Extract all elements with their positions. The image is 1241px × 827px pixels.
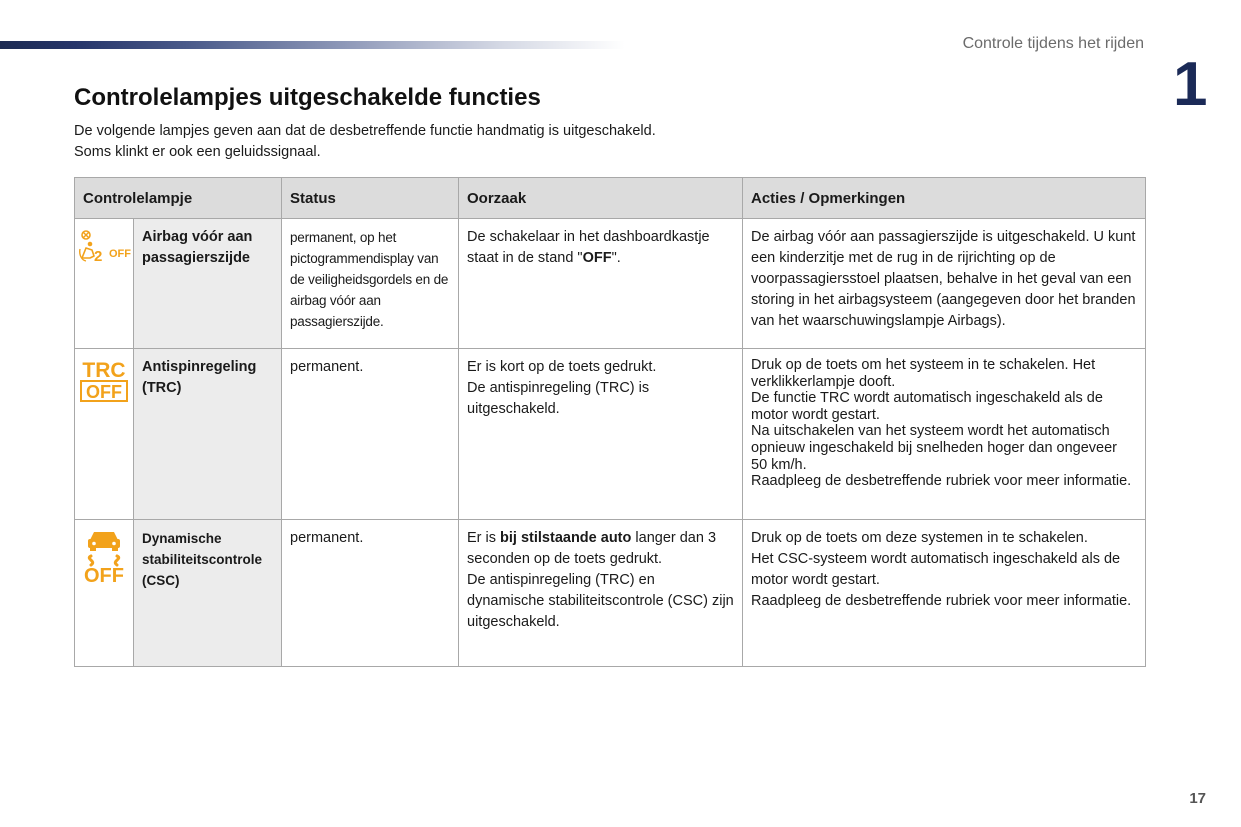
cause-text: ".	[611, 250, 621, 266]
action-line: Druk op de toets om het systeem in te schakelen. Het verklikkerlampje dooft.	[751, 357, 1096, 390]
action-line: Raadpleeg de desbetreffende rubriek voor meer informatie.	[751, 593, 1132, 609]
action-line: Druk op de toets om deze systemen in te schakelen.	[751, 530, 1088, 546]
airbag-icon-off-label: OFF	[109, 248, 131, 260]
column-header-actions: Acties / Opmerkingen	[743, 178, 1146, 219]
lamp-actions	[743, 520, 1146, 667]
cause-line: Er is kort op de toets gedrukt.	[467, 359, 657, 375]
table-row	[75, 219, 1146, 349]
table-header-row	[75, 178, 1146, 219]
lamp-actions	[743, 349, 1146, 520]
cause-bold: OFF	[582, 250, 612, 266]
cause-text: De schakelaar in het dashboardkastje staat in de stand "	[467, 229, 710, 266]
column-header-lamp: Controlelampje	[75, 178, 282, 219]
lamp-cause	[459, 219, 743, 349]
section-title: Controle tijdens het rijden	[962, 35, 1144, 52]
cause-text: Er is	[467, 530, 501, 546]
lamp-status: permanent.	[282, 520, 459, 667]
lamp-cause	[459, 349, 743, 520]
action-line: Raadpleeg de desbetreffende rubriek voor meer informatie.	[751, 473, 1132, 490]
column-header-cause: Oorzaak	[459, 178, 743, 219]
action-line: Het CSC-systeem wordt automatisch ingeschakeld als de motor wordt gestart.	[751, 551, 1121, 588]
intro-line: De volgende lampjes geven aan dat de desbetreffende functie handmatig is uitgeschakeld.	[74, 123, 656, 139]
airbag-icon-number: 2	[94, 248, 103, 265]
lamp-name: Airbag vóór aan passagierszijde	[134, 219, 282, 349]
lamp-icon-cell	[75, 349, 134, 520]
airbag-off-icon	[77, 227, 133, 267]
table-row	[75, 349, 1146, 520]
cause-line: De antispinregeling (TRC) is uitgeschakeld.	[467, 380, 650, 417]
cause-bold: bij stilstaande auto	[500, 530, 632, 546]
intro-line: Soms klinkt er ook een geluidssignaal.	[74, 144, 321, 160]
lamp-icon-cell	[75, 219, 134, 349]
csc-off-icon	[81, 528, 127, 584]
trc-icon-label: TRC	[82, 359, 126, 382]
action-line: Na uitschakelen van het systeem wordt het automatisch opnieuw ingeschakeld bij snelheden hoger dan ongeveer 50 km/h.	[751, 423, 1117, 473]
lamp-status: permanent.	[282, 349, 459, 520]
page-title: Controlelampjes uitgeschakelde functies	[74, 84, 541, 111]
cause-line: De antispinregeling (TRC) en dynamische stabiliteitscontrole (CSC) zijn uitgeschakeld.	[467, 572, 734, 630]
action-line: De functie TRC wordt automatisch ingeschakeld als de motor wordt gestart.	[751, 390, 1103, 423]
trc-icon-off-label: OFF	[86, 382, 122, 402]
header-gradient-bar	[0, 41, 625, 49]
lamp-status: permanent, op het pictogrammendisplay van de veiligheidsgordels en de airbag vóór aan passagierszijde.	[282, 219, 459, 349]
lamp-name: Antispinregeling (TRC)	[134, 349, 282, 520]
page-number: 17	[1189, 790, 1206, 807]
chapter-number: 1	[1173, 50, 1206, 119]
lamp-cause	[459, 520, 743, 667]
warning-lamps-table	[74, 177, 1146, 667]
lamp-icon-cell	[75, 520, 134, 667]
table-row	[75, 520, 1146, 667]
trc-off-icon	[79, 357, 129, 403]
csc-icon-off-label: OFF	[84, 565, 124, 584]
lamp-name: Dynamische stabiliteitscontrole (CSC)	[134, 520, 282, 667]
lamp-actions: De airbag vóór aan passagierszijde is uitgeschakeld. U kunt een kinderzitje met de rug in de rijrichting op de voorpassagiersstoel plaatsen, behalve in het geval van een storing in het airbagsysteem (aangegeven door het branden van het waarschuwingslampje Airbags).	[743, 219, 1146, 349]
cause-text: langer dan 3 seconden op de toets gedrukt.	[467, 530, 717, 567]
column-header-status: Status	[282, 178, 459, 219]
intro-text	[74, 121, 656, 163]
